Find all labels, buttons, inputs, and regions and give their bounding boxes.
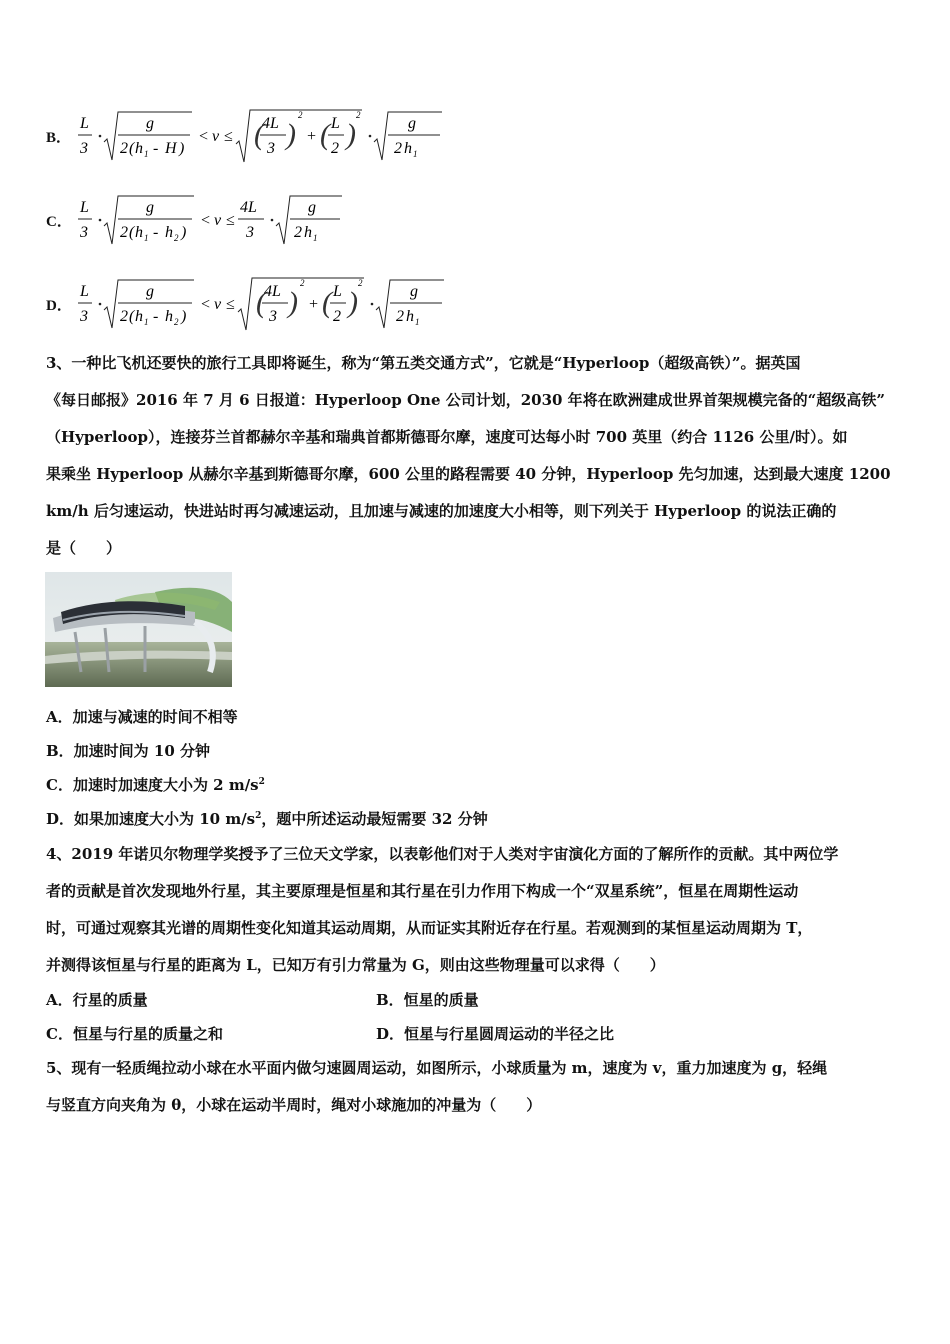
svg-text:L: L — [331, 115, 340, 132]
svg-text:g: g — [408, 115, 416, 132]
q3-option-b[interactable]: B．加速时间为 10 分钟 — [46, 742, 210, 760]
svg-text:g: g — [308, 199, 316, 216]
svg-text:1: 1 — [144, 149, 149, 159]
svg-text:(: ( — [129, 308, 135, 325]
svg-text:2: 2 — [174, 233, 179, 243]
svg-text:): ) — [288, 286, 298, 319]
svg-text:(: ( — [254, 118, 264, 151]
option-b[interactable] — [46, 106, 456, 166]
svg-text:h: h — [135, 308, 143, 325]
q3-option-c-text: C．加速时加速度大小为 2 m/s — [46, 776, 259, 794]
svg-text:h: h — [135, 224, 143, 241]
q3-line: km/h 后匀速运动，快进站时再匀减速运动，且加速与减速的加速度大小相等，则下列关于 Hyperloop 的说法正确的 — [46, 502, 837, 520]
svg-text:1: 1 — [313, 233, 318, 243]
svg-text:2: 2 — [120, 308, 128, 325]
svg-text:(: ( — [320, 118, 330, 151]
svg-text:2: 2 — [294, 224, 302, 241]
svg-text:+: + — [308, 296, 319, 313]
q3-option-d-text: D．如果加速度大小为 10 m/s — [46, 810, 256, 828]
svg-text:L: L — [80, 283, 89, 300]
svg-text:h: h — [304, 224, 312, 241]
svg-text:g: g — [146, 115, 154, 132]
svg-text:4L: 4L — [262, 115, 279, 132]
option-d[interactable] — [46, 274, 456, 334]
question-3 — [46, 345, 908, 567]
q5-line: 与竖直方向夹角为 θ，小球在运动半周时，绳对小球施加的冲量为（ ） — [46, 1096, 542, 1114]
svg-text:3: 3 — [80, 140, 88, 157]
svg-text:<: < — [200, 296, 211, 313]
hyperloop-photo — [45, 572, 232, 687]
svg-text:≤: ≤ — [226, 212, 235, 229]
svg-text:<: < — [200, 212, 211, 229]
svg-text:2: 2 — [333, 308, 341, 325]
q3-line: 《每日邮报》2016 年 7 月 6 日报道：Hyperloop One 公司计划，2030 年将在欧洲建成世界首架规模完备的“超级高铁” — [46, 391, 885, 409]
svg-text:4L: 4L — [264, 283, 281, 300]
svg-text:2: 2 — [358, 278, 363, 288]
q4-option-a[interactable]: A．行星的质量 — [46, 991, 148, 1009]
svg-text:<: < — [198, 128, 209, 145]
svg-text:2: 2 — [394, 140, 402, 157]
svg-text:3: 3 — [269, 308, 277, 325]
svg-text:2: 2 — [331, 140, 339, 157]
svg-text:L: L — [80, 115, 89, 132]
svg-text:): ) — [179, 140, 185, 157]
svg-text:h: h — [406, 308, 414, 325]
q3-line: 果乘坐 Hyperloop 从赫尔辛基到斯德哥尔摩，600 公里的路程需要 40 分钟，Hyperloop 先匀加速，达到最大速度 1200 — [46, 465, 891, 483]
svg-text:2: 2 — [396, 308, 404, 325]
q4-option-d[interactable]: D．恒星与行星圆周运动的半径之比 — [376, 1025, 615, 1043]
svg-text:): ) — [181, 308, 187, 325]
svg-text:1: 1 — [415, 317, 420, 327]
svg-text:+: + — [306, 128, 317, 145]
svg-text:v: v — [214, 296, 222, 313]
svg-text:): ) — [286, 118, 296, 151]
svg-text:): ) — [181, 224, 187, 241]
svg-text:-: - — [153, 140, 159, 157]
q3-line: 3、一种比飞机还要快的旅行工具即将诞生，称为“第五类交通方式”，它就是“Hyperloop（超级高铁）”。据英国 — [46, 354, 801, 372]
svg-text:3: 3 — [246, 224, 254, 241]
option-b-formula — [76, 106, 456, 166]
svg-text:4L: 4L — [240, 199, 257, 216]
q3-option-c[interactable] — [46, 774, 265, 795]
q4-option-c[interactable]: C．恒星与行星的质量之和 — [46, 1025, 223, 1043]
question-5 — [46, 1050, 908, 1124]
option-d-formula — [76, 274, 456, 334]
option-b-label: B． — [46, 129, 72, 146]
svg-text:2: 2 — [356, 110, 361, 120]
svg-text:H: H — [165, 140, 177, 157]
svg-text:2: 2 — [120, 224, 128, 241]
svg-text:3: 3 — [80, 224, 88, 241]
svg-text:(: ( — [129, 224, 135, 241]
option-c[interactable] — [46, 190, 376, 250]
svg-text:(: ( — [256, 286, 266, 319]
svg-text:3: 3 — [267, 140, 275, 157]
svg-text:2: 2 — [120, 140, 128, 157]
svg-text:2: 2 — [174, 317, 179, 327]
svg-text:g: g — [146, 283, 154, 300]
svg-text:L: L — [80, 199, 89, 216]
svg-text:h: h — [165, 224, 173, 241]
question-4 — [46, 836, 908, 984]
svg-text:2: 2 — [300, 278, 305, 288]
svg-text:(: ( — [129, 140, 135, 157]
svg-text:≤: ≤ — [226, 296, 235, 313]
q3-line: 是（ ） — [46, 539, 122, 557]
svg-text:L: L — [333, 283, 342, 300]
q4-line: 者的贡献是首次发现地外行星，其主要原理是恒星和其行星在引力作用下构成一个“双星系统”，恒星在周期性运动 — [46, 882, 799, 900]
svg-text:g: g — [146, 199, 154, 216]
svg-text:v: v — [212, 128, 220, 145]
option-c-formula — [76, 190, 376, 250]
q4-option-b[interactable]: B．恒星的质量 — [376, 991, 479, 1009]
svg-text:1: 1 — [413, 149, 418, 159]
q3-option-a[interactable]: A．加速与减速的时间不相等 — [46, 708, 238, 726]
q3-line: （Hyperloop），连接芬兰首都赫尔辛基和瑞典首都斯德哥尔摩，速度可达每小时 700 英里（约合 1126 公里/时）。如 — [46, 428, 848, 446]
option-d-label: D． — [46, 297, 72, 314]
svg-text:v: v — [214, 212, 222, 229]
svg-text:): ) — [346, 118, 356, 151]
q3-option-d[interactable] — [46, 808, 488, 829]
q4-line: 4、2019 年诺贝尔物理学奖授予了三位天文学家，以表彰他们对于人类对宇宙演化方面的了解所作的贡献。其中两位学 — [46, 845, 839, 863]
svg-text:g: g — [410, 283, 418, 300]
q3-option-d-sup: 2 — [255, 811, 262, 821]
svg-text:h: h — [165, 308, 173, 325]
svg-text:h: h — [404, 140, 412, 157]
q3-option-d-tail: ，题中所述运动最短需要 32 分钟 — [261, 810, 488, 828]
option-c-label: C． — [46, 213, 72, 230]
q5-line: 5、现有一轻质绳拉动小球在水平面内做匀速圆周运动，如图所示，小球质量为 m，速度为 v，重力加速度为 g，轻绳 — [46, 1059, 828, 1077]
svg-text:2: 2 — [298, 110, 303, 120]
svg-text:3: 3 — [80, 308, 88, 325]
svg-text:h: h — [135, 140, 143, 157]
svg-text:-: - — [153, 308, 159, 325]
svg-text:≤: ≤ — [224, 128, 233, 145]
svg-text:1: 1 — [144, 317, 149, 327]
q4-line: 时，可通过观察其光谱的周期性变化知道其运动周期，从而证实其附近存在行星。若观测到的某恒星运动周期为 T， — [46, 919, 813, 937]
svg-text:1: 1 — [144, 233, 149, 243]
svg-text:): ) — [348, 286, 358, 319]
q3-option-c-sup: 2 — [258, 777, 265, 787]
q4-line: 并测得该恒星与行星的距离为 L，已知万有引力常量为 G，则由这些物理量可以求得（ ） — [46, 956, 665, 974]
svg-text:-: - — [153, 224, 159, 241]
svg-text:(: ( — [322, 286, 332, 319]
